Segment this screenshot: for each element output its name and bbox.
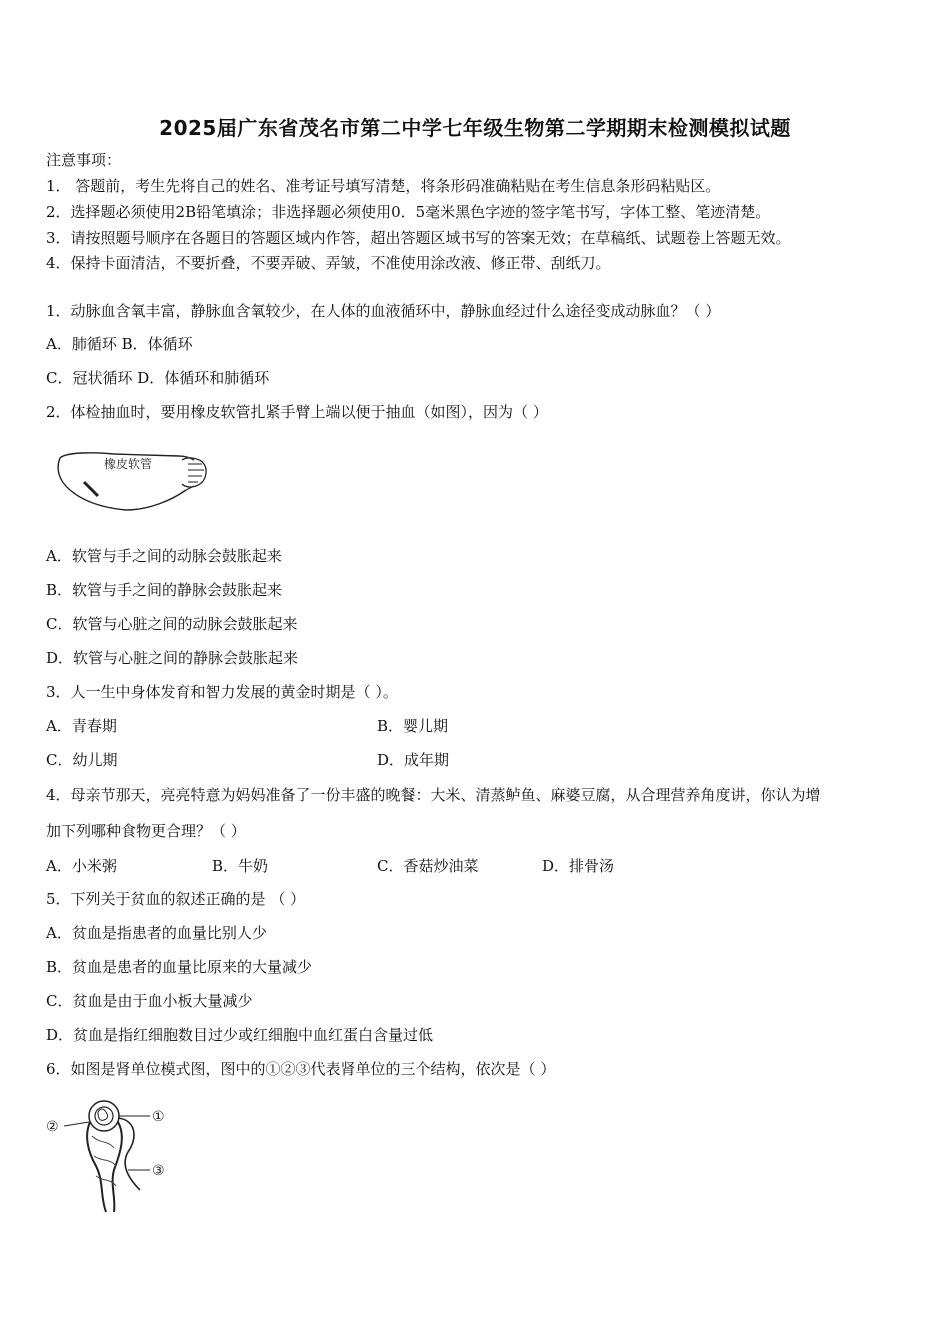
q5-option-d: D．贫血是指红细胞数目过少或红细胞中血红蛋白含量过低	[46, 1026, 434, 1044]
page-title: 2025届广东省茂名市第二中学七年级生物第二学期期末检测模拟试题	[159, 116, 791, 140]
nephron-figure	[44, 1096, 176, 1216]
q2-option-c: C．软管与心脏之间的动脉会鼓胀起来	[46, 615, 298, 633]
q3-option-a: A．青春期	[46, 717, 117, 735]
rubber-tube-label: 橡皮软管	[104, 457, 153, 471]
label-2: ②	[46, 1119, 59, 1135]
q3-stem: 3．人一生中身体发育和智力发展的黄金时期是（ ）。	[46, 683, 398, 701]
q4-stem-line2: 加下列哪种食物更合理？（ ）	[46, 822, 246, 840]
q3-option-b: B．婴儿期	[377, 717, 449, 735]
notice-item-2: 2．选择题必须使用2B铅笔填涂；非选择题必须使用0．5毫米黑色字迹的签字笔书写，字体工整、笔迹清楚。	[46, 203, 771, 221]
q2-option-b: B．软管与手之间的静脉会鼓胀起来	[46, 581, 283, 599]
q4-option-a: A．小米粥	[46, 857, 117, 875]
arm-tourniquet-figure	[54, 448, 212, 514]
q4-option-b: B．牛奶	[212, 857, 269, 875]
q1-options-row1: A．肺循环 B．体循环	[46, 335, 193, 353]
q4-option-d: D．排骨汤	[542, 857, 615, 875]
q2-option-d: D．软管与心脏之间的静脉会鼓胀起来	[46, 649, 299, 667]
q1-stem: 1．动脉血含氧丰富，静脉血含氧较少，在人体的血液循环中，静脉血经过什么途径变成动脉血？（ ）	[46, 302, 721, 320]
q5-option-b: B．贫血是患者的血量比原来的大量减少	[46, 958, 313, 976]
q2-option-a: A．软管与手之间的动脉会鼓胀起来	[46, 547, 282, 565]
q4-stem-line1: 4．母亲节那天，亮亮特意为妈妈准备了一份丰盛的晚餐：大米、清蒸鲈鱼、麻婆豆腐，从合理营养角度讲，你认为增	[46, 786, 821, 804]
notice-item-4: 4．保持卡面清洁，不要折叠，不要弄破、弄皱，不准使用涂改液、修正带、刮纸刀。	[46, 254, 611, 272]
q2-stem: 2．体检抽血时，要用橡皮软管扎紧手臂上端以便于抽血（如图），因为（ ）	[46, 403, 548, 421]
notice-heading: 注意事项：	[46, 151, 122, 169]
label-1: ①	[152, 1109, 165, 1125]
q5-option-c: C．贫血是由于血小板大量减少	[46, 992, 253, 1010]
q6-stem: 6．如图是肾单位模式图，图中的①②③代表肾单位的三个结构，依次是（ ）	[46, 1060, 556, 1078]
q3-option-d: D．成年期	[377, 751, 450, 769]
label-3: ③	[152, 1163, 165, 1179]
notice-item-1: 1． 答题前，考生先将自己的姓名、准考证号填写清楚，将条形码准确粘贴在考生信息条形码粘贴区。	[46, 177, 721, 195]
q4-option-c: C．香菇炒油菜	[377, 857, 479, 875]
q5-option-a: A．贫血是指患者的血量比别人少	[46, 924, 267, 942]
q5-stem: 5．下列关于贫血的叙述正确的是 （ ）	[46, 890, 306, 908]
q1-options-row2: C．冠状循环 D．体循环和肺循环	[46, 369, 270, 387]
q3-option-c: C．幼儿期	[46, 751, 118, 769]
notice-item-3: 3．请按照题号顺序在各题目的答题区域内作答，超出答题区域书写的答案无效；在草稿纸、试题卷上答题无效。	[46, 229, 791, 247]
